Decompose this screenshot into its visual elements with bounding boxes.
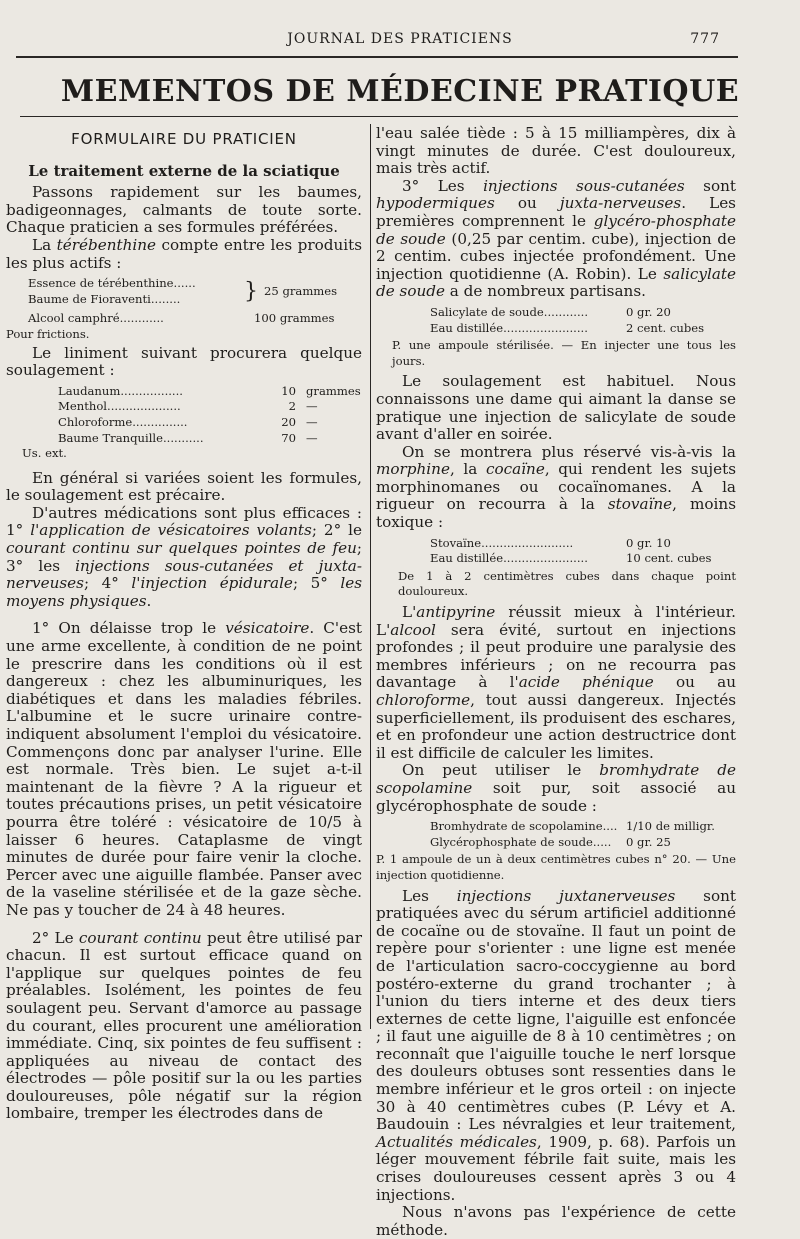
rx-item-qty: 0 gr. 25 [626, 834, 671, 849]
brace-symbol: } [244, 278, 258, 304]
paragraph: D'autres médications sont plus efficaces : 1° l'application de vésicatoires volants; 2° le courant continu sur quelques pointes de feu; 3° les injections sous-cutanées et juxta-nerveuses; 4° l'injection épidurale; 5° les moyens physiques. [6, 503, 363, 610]
paragraph: Passons rapidement sur les baumes, badigeonnages, calmants de toute sorte. Chaque praticien a ses formules préférées. [6, 183, 362, 237]
rx-item-qty: 70 [281, 430, 296, 445]
paragraph: En général si variées soient les formules, le soulagement est précaire. [6, 468, 362, 505]
rx-item-qty: 0 gr. 20 [626, 304, 671, 319]
rx-item-unit: grammes [306, 383, 361, 398]
rx-item-qty: 1/10 de milligr. [626, 819, 715, 834]
rx-usage: Pour frictions. [6, 326, 90, 341]
prescription-terebenthine [6, 276, 362, 342]
rx-item-qty: 2 cent. cubes [626, 320, 705, 335]
rx-item-name: Stovaïne......................... [430, 535, 574, 550]
rx-item-qty: 10 cent. cubes [626, 551, 712, 566]
rx-item-qty: 0 gr. 10 [626, 535, 671, 550]
paragraph: On se montrera plus réservé vis-à-vis la morphine, la cocaïne, qui rendent les sujets morphinomanes ou cocaïnomanes. A la rigueur on recourra à la stovaïne, moins toxique : [376, 442, 736, 532]
rx-item-name: Essence de térébenthine...... [28, 276, 196, 291]
prescription-liniment [58, 384, 362, 446]
title-rule [20, 116, 738, 117]
rx-item-name: Menthol.................... [58, 399, 181, 414]
rx-item-qty: 2 [288, 399, 296, 414]
rx-item-qty: 20 [281, 414, 296, 429]
rx-item-name: Glycérophosphate de soude..... [430, 834, 612, 849]
page-title: MEMENTOS DE MÉDECINE PRATIQUE [60, 74, 740, 109]
rx-usage: De 1 à 2 centimètres cubes dans chaque point douloureux. [398, 568, 736, 599]
rx-item-name: Eau distillée....................... [430, 551, 588, 566]
prescription-scopolamine [430, 819, 736, 850]
rx-item-unit: — [306, 430, 318, 445]
paragraph: Le soulagement est habituel. Nous connaissons une dame qui aimant la danse se pratique une injection de salicylate de soude avant d'aller en soirée. [376, 372, 736, 444]
column-divider [370, 124, 371, 1029]
rx-usage: P. une ampoule stérilisée. — En injecter une tous les jours. [392, 338, 736, 368]
paragraph: Les injections juxtanerveuses sont pratiquées avec du sérum artificiel additionné de cocaïne ou de stovaïne. Il faut un point de repère pour s'orienter : une ligne est menée de l'articulation sacro-coccygienne au bord postéro-externe du grand trochanter ; à l'union du tiers interne et des deux tiers externes de cette ligne, l'aiguille est enfoncée ; il faut une aiguille de 8 à 10 centimètres ; on reconnaît que l'aiguille touche le nerf lorsque des douleurs obtuses sont ressenties dans le membre inférieur et le gros orteil : on injecte 30 à 40 centimètres cubes (P. Lévy et A. Baudouin : Les névralgies et leur traitement, Actualités médicales, 1909, p. 68). Parfois un léger mouvement fébrile fait suite, mais les crises douloureuses cessent après 3 ou 4 injections. [376, 886, 736, 1204]
paragraph: On peut utiliser le bromhydrate de scopolamine soit pur, soit associé au glycérophosphate de soude : [376, 761, 736, 815]
right-column [376, 125, 736, 1239]
running-head [0, 27, 800, 51]
prescription-salicylate [430, 305, 736, 336]
paragraph: Nous n'avons pas l'expérience de cette méthode. [376, 1203, 736, 1239]
paragraph: 3° Les injections sous-cutanées sont hypodermiques ou juxta-nerveuses. Les premières comprennent le glycéro-phosphate de soude (0,25 par centim. cube), injection de 2 centim. cubes injectée profondément. Une injection quotidienne (A. Robin). Le salicylate de soude a de nombreux partisans. [376, 176, 736, 301]
rx-item-name: Laudanum................. [58, 383, 183, 398]
rx-usage: Us. ext. [22, 446, 67, 461]
paragraph: La térébenthine compte entre les produits les plus actifs : [6, 235, 362, 272]
rx-item-name: Baume de Fioraventi........ [28, 291, 181, 306]
rx-item-name: Bromhydrate de scopolamine.... [430, 819, 618, 834]
rx-item-unit: — [306, 399, 318, 414]
rx-item-name: Salicylate de soude............ [430, 304, 589, 319]
paragraph: 2° Le courant continu peut être utilisé par chacun. Il est surtout efficace quand on l'applique sur quelques pointes de feu préalables. Isolément, les pointes de feu soulagent peu. Servant d'amorce au passage du courant, elles procurent une amélioration immédiate. Cinq, six pointes de feu suffisent : appliquées au niveau de contact des électrodes — pôle positif sur la ou les parties douloureuses, pôle négatif sur la région lombaire, tremper les électrodes dans de [6, 928, 362, 1123]
left-column [6, 125, 362, 1123]
rx-item-qty: 10 [281, 383, 296, 398]
rx-item-name: Eau distillée....................... [430, 320, 588, 335]
paragraph: 1° On délaisse trop le vésicatoire. C'est une arme excellente, à condition de ne point le prescrire dans les conditions où il est dangereux : chez les albuminuriques, les diabétiques et dans les maladies fébriles. L'albumine et le sucre urinaire contre-indiquent absolument l'emploi du vésicatoire. Commençons donc par analyser l'urine. Elle est normale. Très bien. Le sujet a-t-il maintenant de la fièvre ? A la rigueur et toutes précautions prises, un petit vésicatoire pourra être toléré : vésicatoire de 10/5 à laisser 6 heures. Cataplasme de vingt minutes de durée pour faire venir la cloche. Percer avec une aiguille flambée. Panser avec de la vaseline stérilisée et de la gaze sèche. Ne pas y toucher de 24 à 48 heures. [6, 619, 362, 919]
article-heading: Le traitement externe de la sciatique [28, 161, 340, 180]
journal-name: JOURNAL DES PRATICIENS [287, 31, 513, 47]
page-number: 777 [690, 31, 720, 47]
paragraph: Le liniment suivant procurera quelque soulagement : [6, 343, 362, 380]
rx-item-name: Chloroforme............... [58, 414, 188, 429]
rx-usage: P. 1 ampoule de un à deux centimètres cubes n° 20. — Une injection quotidienne. [376, 852, 736, 882]
rx-item-unit: — [306, 414, 318, 429]
paragraph: L'antipyrine réussit mieux à l'intérieur. L'alcool sera évité, surtout en injections profondes ; il peut produire une paralysie des membres inférieurs ; on ne recourra pas davantage à l'acide phénique ou au chloroforme, tout aussi dangereux. Injectés superficiellement, ils produisent des eschares, et en profondeur une action destructrice dont il est difficile de calculer les limites. [376, 603, 736, 762]
prescription-stovaine [430, 536, 736, 567]
section-heading: FORMULAIRE DU PRATICIEN [71, 130, 297, 148]
rx-item-qty: 25 grammes [264, 283, 338, 298]
rx-item-qty: 100 grammes [254, 311, 335, 326]
rx-item-name: Alcool camphré............ [28, 311, 164, 326]
header-rule [16, 56, 738, 58]
paragraph: l'eau salée tiède : 5 à 15 milliampères, dix à vingt minutes de durée. C'est douloureux, mais très actif. [376, 124, 736, 178]
rx-item-name: Baume Tranquille........... [58, 430, 204, 445]
